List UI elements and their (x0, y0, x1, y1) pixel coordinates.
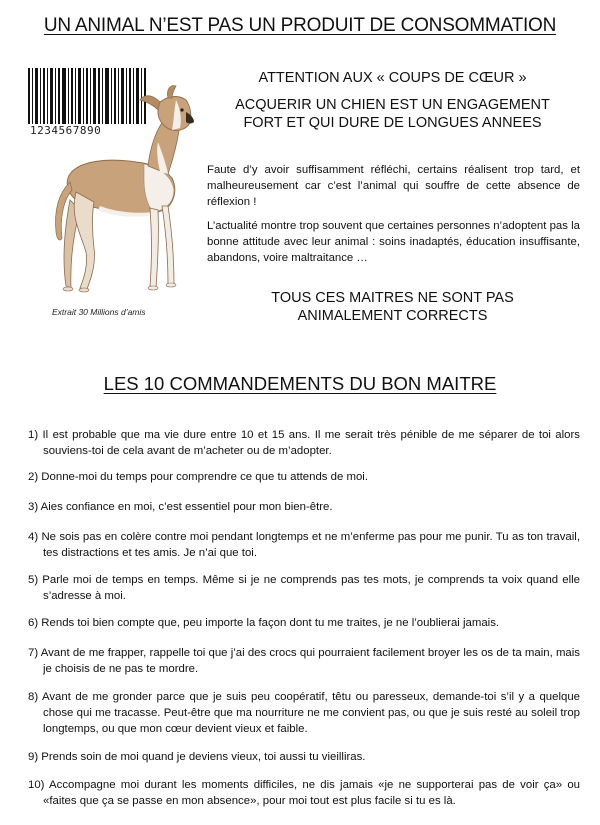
intro-paragraph-2: L’actualité montre trop souvent que certaines personnes n’adoptent pas la bonne attitude avec leur animal : soins inadaptés, éducation insuffisante, abandons, voire maltraitance … (207, 220, 580, 264)
list-item: 7) Avant de me frapper, rappelle toi que j’ai des crocs qui pourraient facilement broyer les os de ta main, mais je choisis de ne pas te mordre. (28, 647, 580, 675)
engagement-line-2: FORT ET QUI DURE DE LONGUES ANNEES (243, 115, 542, 131)
attention-heading: ATTENTION AUX « COUPS DE CŒUR » (258, 70, 527, 86)
page-title-text: UN ANIMAL N’EST PAS UN PRODUIT DE CONSOMMATION (43, 15, 557, 36)
engagement-line-1: ACQUERIR UN CHIEN EST UN ENGAGEMENT (235, 97, 550, 113)
list-item: 6) Rends toi bien compte que, peu importe la façon dont tu me traites, je ne l’oublierai jamais. (28, 617, 500, 629)
list-item: 10) Accompagne moi durant les moments difficiles, ne dis jamais «je ne supporterai pas de voir ça» ou «faites que ça se passe en mon absence», pour moi tout est plus facile si tu es là. (28, 779, 580, 807)
commandments-title (0, 373, 600, 395)
list-item: 2) Donne-moi du temps pour comprendre ce que tu attends de moi. (28, 471, 369, 483)
conclusion-line-1: TOUS CES MAITRES NE SONT PAS (271, 290, 514, 306)
commandments-title-text: LES 10 COMMANDEMENTS DU BON MAITRE (103, 373, 497, 394)
list-item: 3) Aies confiance en moi, c’est essentiel pour mon bien-être. (28, 501, 333, 513)
list-item: 9) Prends soin de moi quand je deviens vieux, toi aussi tu vieilliras. (28, 751, 366, 763)
conclusion-heading (205, 289, 580, 325)
barcode-number: 1234567890 (30, 124, 102, 137)
greyhound-illustration (40, 82, 200, 296)
page-title (0, 15, 600, 37)
list-item: 4) Ne sois pas en colère contre moi pendant longtemps et ne m’enferme pas pour me punir. Tu as ton travail, tes distractions et tes amis. Je n’ai que toi. (28, 531, 580, 559)
figure-caption: Extrait 30 Millions d’amis (52, 307, 146, 317)
engagement-heading (205, 96, 580, 132)
dog-figure (28, 68, 198, 296)
conclusion-line-2: ANIMALEMENT CORRECTS (297, 308, 488, 324)
intro-paragraph-1: Faute d’y avoir suffisamment réfléchi, certains réalisent trop tard, et malheureusement car c’est l’animal qui souffre de cette absence de réflexion ! (207, 164, 580, 208)
list-item: 5) Parle moi de temps en temps. Même si je ne comprends pas tes mots, je comprends ta voix quand elle s’adresse à moi. (28, 574, 580, 602)
list-item: 8) Avant de me gronder parce que je suis peu coopératif, têtu ou paresseux, demande-toi s’il y a quelque chose qui me tracasse. Peut-être que ma nourriture ne me convient pas, ou que je suis resté au soleil trop longtemps, ou que mon cœur devient vieux et faible. (28, 691, 580, 735)
list-item: 1) Il est probable que ma vie dure entre 10 et 15 ans. Il me serait très pénible de me séparer de toi alors souviens-toi de cela avant de m’acheter ou de m’adopter. (28, 429, 580, 457)
